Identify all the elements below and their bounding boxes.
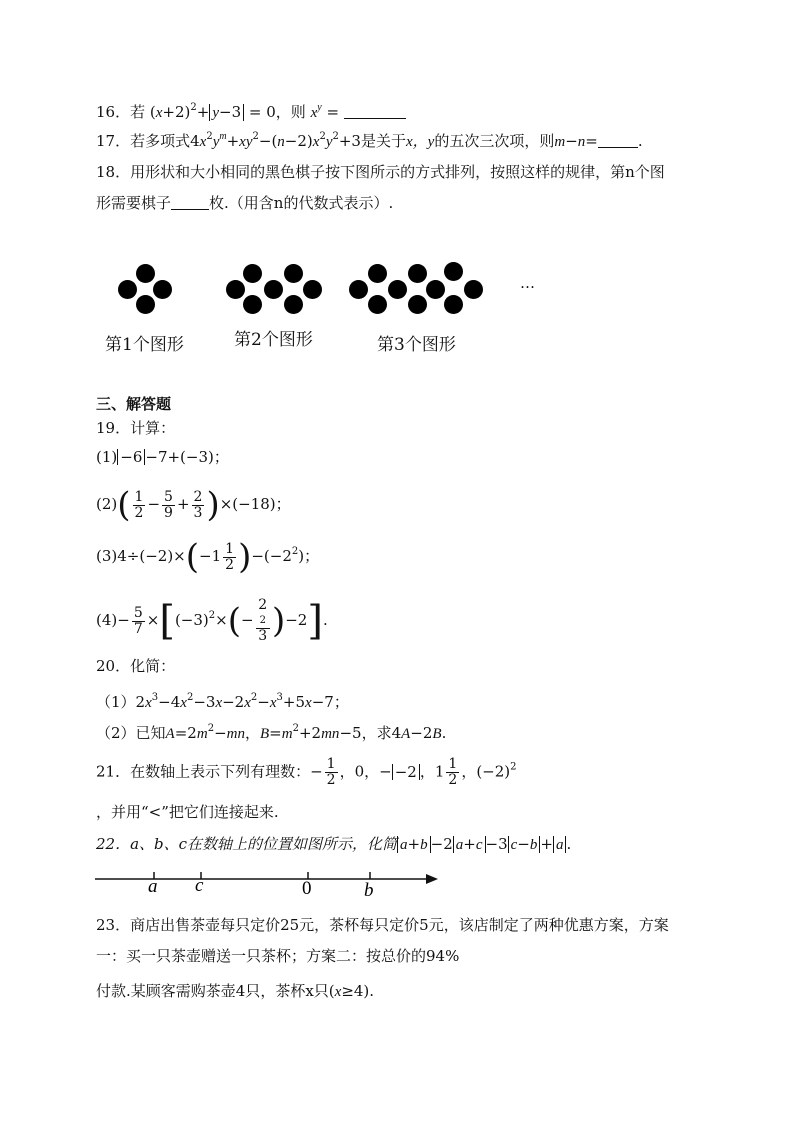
piece: [284, 295, 303, 314]
answer-blank[interactable]: [344, 104, 406, 119]
question-19-title: 19．计算：: [96, 419, 176, 437]
section-title: 三、解答题: [96, 395, 172, 413]
q19-part-4: (4)− $\frac{5}{7}$ $\times[(-3)^2\times(-$ 2 2 3 )−2].: [96, 597, 328, 644]
piece: [303, 280, 322, 299]
answer-blank[interactable]: [171, 195, 209, 210]
q20-part-2: （2）已知$A=2m^2-mn$，$B=m^2+2mn-5$，求4A−2B.: [96, 723, 447, 742]
piece: [444, 262, 463, 281]
piece: [408, 295, 427, 314]
label-b: b: [364, 880, 374, 901]
piece: [444, 295, 463, 314]
piece: [408, 264, 427, 283]
piece: [368, 264, 387, 283]
piece: [118, 280, 137, 299]
q19-part-1: (1) −6 −7+(−3)；: [96, 448, 229, 466]
q20-part-1: $(1)2x^3-4x^2-3x-2x^2-x^3+5x-7$；: [96, 692, 349, 711]
piece: [243, 264, 262, 283]
q19-part-3: (3)4÷(−2)×(−1 $\frac{1}{2}$ )$-(-2^2)$；: [96, 537, 320, 577]
number-line: [90, 866, 450, 906]
caption-figure-3: 第3个图形: [377, 335, 456, 355]
piece: [426, 280, 445, 299]
ellipsis: …: [520, 274, 535, 292]
q19-part-2: (2)( $\frac{1}{2}$ − $\frac{5}{9}$ + $\frac{2}{3}$ )×(−18)；: [96, 485, 291, 525]
caption-figure-1: 第1个图形: [105, 335, 184, 355]
answer-blank[interactable]: [598, 133, 638, 148]
question-18-line2: 形需要棋子 枚.（用含n的代数式表示）.: [96, 194, 394, 212]
piece: [226, 280, 245, 299]
piece: [136, 295, 155, 314]
label-0: 0: [302, 878, 312, 899]
question-20-title: 20．化简：: [96, 657, 176, 675]
axis-arrow: [426, 874, 438, 884]
question-23-line1: 23．商店出售茶壶每只定价25元，茶杯每只定价5元，该店制定了两种优惠方案，方案: [96, 916, 669, 934]
label-c: c: [195, 875, 204, 896]
label-a: a: [148, 876, 158, 897]
caption-figure-2: 第2个图形: [234, 330, 313, 350]
question-17: 17．若多项式$4x^2y^m+xy^2-(n-2)x^2y^2+3$是关于x，y的五次三次项，则m−n= .: [96, 131, 643, 150]
piece: [284, 264, 303, 283]
piece: [388, 280, 407, 299]
question-16: 16．若 $(x+2)^2+ y-3 = 0$，则 $x^y$ =: [96, 98, 406, 123]
question-23-line2: 一：买一只茶壶赠送一只茶杯；方案二：按总价的94%: [96, 947, 460, 965]
piece: [243, 295, 262, 314]
piece: [153, 280, 172, 299]
piece: [368, 295, 387, 314]
piece: [349, 280, 368, 299]
piece: [264, 280, 283, 299]
question-21-line2: ，并用“<”把它们连接起来.: [96, 803, 279, 821]
question-21-line1: 21．在数轴上表示下列有理数：− $\frac{1}{2}$ ，0，− −2 ，1 $\frac{1}{2}$ ，$(-2)^2$: [96, 756, 517, 788]
piece: [464, 280, 483, 299]
question-22: 22．a、b、c在数轴上的位置如图所示，化简 a+b −2 a+c −3 c−b + a .: [96, 835, 572, 853]
question-23-line3: 付款.某顾客需购茶壶4只，茶杯x只(x≥4).: [96, 982, 375, 1000]
piece: [136, 264, 155, 283]
question-18-line1: 18．用形状和大小相同的黑色棋子按下图所示的方式排列，按照这样的规律，第n个图: [96, 163, 665, 181]
